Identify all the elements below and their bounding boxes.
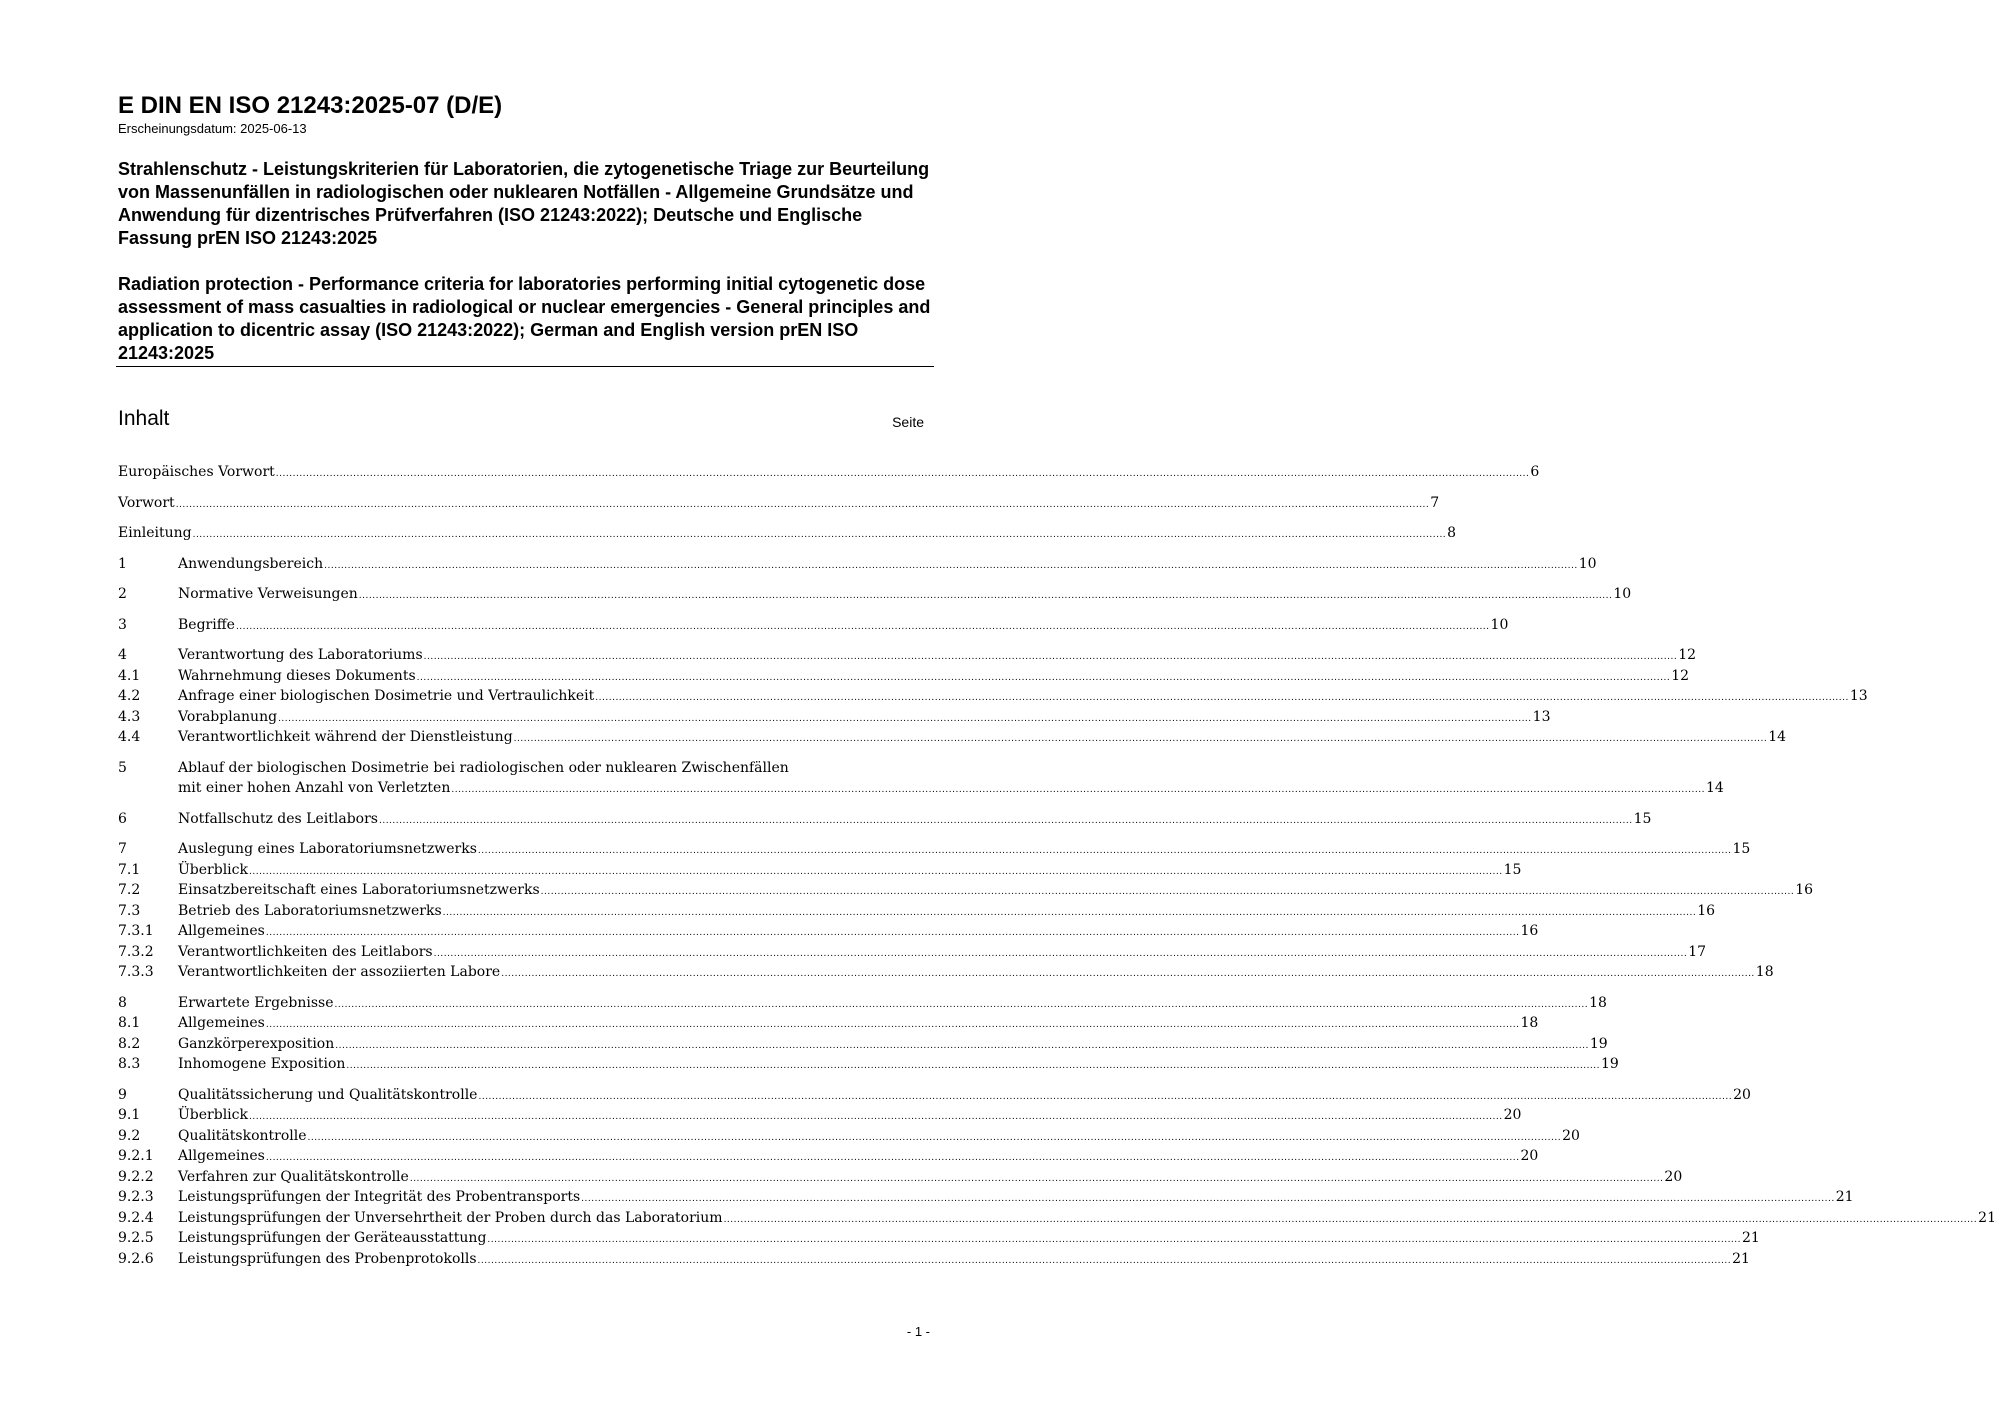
toc-entry-title: Verantwortlichkeiten des Leitlabors bbox=[178, 943, 433, 960]
toc-leader-dots bbox=[266, 1013, 1520, 1036]
toc-entry-page: 18 bbox=[1589, 994, 1607, 1011]
toc-entry-number: 9.2.1 bbox=[118, 1148, 154, 1164]
toc-leader-dots bbox=[335, 1034, 1589, 1057]
toc-leader-dots bbox=[278, 707, 1532, 730]
toc-entry[interactable] bbox=[118, 645, 1697, 666]
toc-leader-dots bbox=[249, 1105, 1503, 1128]
toc-entry[interactable] bbox=[118, 1187, 1854, 1208]
toc-entry[interactable] bbox=[118, 1126, 1580, 1147]
toc-entry-number: 7.3.2 bbox=[118, 943, 154, 960]
toc-leader-dots bbox=[487, 1228, 1741, 1251]
toc-leader-dots bbox=[541, 880, 1795, 903]
toc-entry[interactable] bbox=[118, 707, 1551, 728]
toc-leader-dots bbox=[443, 901, 1697, 924]
title-english: Radiation protection - Performance criteria for laboratories performing initial cytogenetic dose assessment of mass casualties in radiological or nuclear emergencies - General principles and application to dicentric assay (ISO 21243:2022); German and English version prEN ISO 21243:2025 bbox=[118, 274, 931, 363]
toc-entry-page: 20 bbox=[1503, 1107, 1522, 1123]
toc-leader-dots bbox=[249, 860, 1503, 883]
toc-leader-dots bbox=[434, 942, 1688, 965]
toc-entry-page: 19 bbox=[1589, 1035, 1608, 1052]
toc-entry[interactable] bbox=[118, 962, 1774, 983]
toc-entry[interactable] bbox=[118, 921, 1539, 942]
toc-leader-dots bbox=[451, 778, 1705, 801]
toc-entry-title: Einleitung bbox=[118, 525, 192, 541]
toc-entry[interactable] bbox=[118, 1208, 1996, 1229]
toc-entry-page: 21 bbox=[1978, 1209, 1996, 1226]
toc-leader-dots bbox=[236, 615, 1490, 638]
toc-entry[interactable] bbox=[118, 1013, 1539, 1034]
toc-entry-title: Anwendungsbereich bbox=[178, 555, 324, 572]
toc-leader-dots bbox=[266, 1146, 1520, 1169]
toc-entry[interactable] bbox=[118, 523, 1457, 544]
toc-entry-title: Qualitätskontrolle bbox=[178, 1127, 307, 1144]
toc-entry-title: Leistungsprüfungen des Probenprotokolls bbox=[178, 1250, 477, 1267]
toc-entry-title: Leistungsprüfungen der Geräteausstattung bbox=[178, 1230, 487, 1246]
title-german: Strahlenschutz - Leistungskriterien für Laboratorien, die zytogenetische Triage zur Beurteilung von Massenunfällen in radiologischen oder nuklearen Notfällen - Allgemeine Grundsätze und Anwendung für dizentrisches Prüfverfahren (ISO 21243:2022); Deutsche und Englische Fassung prEN ISO 21243:2025 bbox=[118, 159, 930, 248]
toc-entry-page: 13 bbox=[1532, 708, 1551, 725]
toc-entry-number: 4.2 bbox=[118, 688, 141, 704]
toc-entry[interactable] bbox=[118, 1054, 1619, 1075]
toc-entry-number: 3 bbox=[118, 616, 127, 633]
toc-leader-dots bbox=[266, 921, 1520, 944]
toc-entry-page: 19 bbox=[1601, 1056, 1619, 1072]
toc-entry[interactable] bbox=[118, 758, 1724, 799]
toc-entry[interactable] bbox=[118, 880, 1814, 901]
toc-entry-page: 15 bbox=[1732, 841, 1751, 857]
toc-entry-page: 16 bbox=[1795, 882, 1814, 898]
toc-leader-dots bbox=[417, 666, 1671, 689]
toc-entry-page: 18 bbox=[1755, 964, 1774, 980]
toc-entry[interactable] bbox=[118, 686, 1868, 707]
toc-entry[interactable] bbox=[118, 1249, 1750, 1270]
toc-leader-dots bbox=[501, 962, 1755, 985]
toc-entry-title: Vorabplanung bbox=[178, 708, 278, 725]
toc-entry-page: 17 bbox=[1688, 943, 1707, 960]
toc-entry-title: Verantwortung des Laboratoriums bbox=[178, 647, 423, 663]
toc-entry[interactable] bbox=[118, 1085, 1751, 1106]
toc-entry-page: 20 bbox=[1664, 1168, 1683, 1185]
toc-entry[interactable] bbox=[118, 860, 1522, 881]
toc-entry-page: 20 bbox=[1562, 1127, 1580, 1144]
toc-entry[interactable] bbox=[118, 1228, 1760, 1249]
toc-entry-number: 4 bbox=[118, 647, 127, 663]
toc-leader-dots bbox=[724, 1208, 1978, 1231]
toc-entry-page: 20 bbox=[1733, 1086, 1751, 1103]
toc-leader-dots bbox=[308, 1126, 1562, 1149]
toc-entry-title: Vorwort bbox=[118, 494, 175, 511]
toc-entry-page: 6 bbox=[1530, 464, 1540, 480]
toc-entry-number: 7.3.3 bbox=[118, 964, 154, 980]
toc-entry-number: 6 bbox=[118, 810, 127, 827]
toc-entry-page: 13 bbox=[1849, 688, 1868, 704]
toc-entry-title: Anfrage einer biologischen Dosimetrie und Vertraulichkeit bbox=[178, 688, 595, 704]
toc-entry-number: 8.3 bbox=[118, 1056, 141, 1072]
toc-entry-page: 10 bbox=[1613, 586, 1632, 602]
toc-leader-dots bbox=[176, 493, 1430, 516]
toc-entry-title: Leistungsprüfungen der Integrität des Probentransports bbox=[178, 1189, 581, 1205]
toc-entry-title: Leistungsprüfungen der Unversehrtheit der Proben durch das Laboratorium bbox=[178, 1209, 723, 1226]
toc-entry-title: Inhomogene Exposition bbox=[178, 1056, 346, 1072]
toc-heading: Inhalt bbox=[118, 407, 170, 430]
toc-entry[interactable] bbox=[118, 1034, 1608, 1055]
toc-entry-page: 20 bbox=[1520, 1148, 1539, 1164]
toc-leader-dots bbox=[478, 839, 1732, 862]
toc-entry-title: Normative Verweisungen bbox=[178, 586, 358, 602]
toc-entry-number: 7 bbox=[118, 841, 127, 857]
toc-entry[interactable] bbox=[118, 554, 1597, 575]
toc-entry[interactable] bbox=[118, 1167, 1683, 1188]
toc-entry-number: 4.1 bbox=[118, 667, 141, 684]
toc-entry-page: 15 bbox=[1633, 810, 1652, 827]
toc-entry-title: Einsatzbereitschaft eines Laboratoriumsnetzwerks bbox=[178, 882, 540, 898]
toc-entry-number: 4.3 bbox=[118, 708, 141, 725]
toc-entry-number: 7.3.1 bbox=[118, 923, 154, 939]
toc-entry-page: 15 bbox=[1503, 861, 1522, 878]
toc-entry-page: 14 bbox=[1768, 729, 1787, 745]
toc-leader-dots bbox=[346, 1054, 1600, 1077]
toc-leader-dots bbox=[514, 727, 1768, 750]
toc-entry-page: 21 bbox=[1742, 1230, 1760, 1246]
toc-entry[interactable] bbox=[118, 839, 1751, 860]
toc-entry-title: Wahrnehmung dieses Dokuments bbox=[178, 667, 416, 684]
toc-entry[interactable] bbox=[118, 993, 1607, 1014]
toc-entry-number: 7.3 bbox=[118, 902, 141, 919]
toc-entry-page: 12 bbox=[1678, 647, 1697, 663]
toc-entry-title: Betrieb des Laboratoriumsnetzwerks bbox=[178, 902, 442, 919]
toc-entry-page: 7 bbox=[1430, 494, 1440, 511]
toc-entry-page: 18 bbox=[1520, 1015, 1539, 1031]
toc-entry-title: Notfallschutz des Leitlabors bbox=[178, 810, 378, 827]
toc-entry-page: 21 bbox=[1732, 1250, 1750, 1267]
toc-entry-number: 7.1 bbox=[118, 861, 141, 878]
toc-entry-number: 4.4 bbox=[118, 729, 141, 745]
toc-entry-page: 16 bbox=[1697, 902, 1716, 919]
toc-leader-dots bbox=[193, 523, 1447, 546]
page-number: - 1 - bbox=[906, 1324, 930, 1339]
toc-entry-number: 8 bbox=[118, 994, 127, 1011]
toc-entry-number: 9.2.3 bbox=[118, 1189, 154, 1205]
toc-entry-page: 10 bbox=[1578, 555, 1597, 572]
document-header bbox=[118, 92, 934, 138]
toc-entry[interactable] bbox=[118, 615, 1509, 636]
toc-entry-number: 8.2 bbox=[118, 1035, 141, 1052]
toc-entry-title-continued: mit einer hohen Anzahl von Verletzten bbox=[178, 780, 451, 796]
toc-entry-title: Allgemeines bbox=[178, 1015, 265, 1031]
toc-entry-title: Überblick bbox=[178, 1107, 248, 1123]
toc-leader-dots bbox=[581, 1187, 1835, 1210]
toc-leader-dots bbox=[334, 993, 1588, 1016]
toc-leader-dots bbox=[379, 809, 1633, 832]
toc-entry-title: Begriffe bbox=[178, 616, 235, 633]
toc-entry-page: 10 bbox=[1490, 616, 1509, 633]
toc-entry-title: Verantwortlichkeiten der assoziierten Labore bbox=[178, 964, 501, 980]
toc-entry-title: Verfahren zur Qualitätskontrolle bbox=[178, 1168, 409, 1185]
table-of-contents bbox=[118, 462, 1996, 1269]
toc-entry-number: 9.2.6 bbox=[118, 1250, 154, 1267]
toc-leader-dots bbox=[424, 645, 1678, 668]
toc-entry-title: Überblick bbox=[178, 861, 248, 878]
toc-leader-dots bbox=[359, 584, 1613, 607]
title-divider bbox=[116, 366, 934, 367]
document-id: E DIN EN ISO 21243:2025-07 (D/E) bbox=[118, 92, 503, 119]
toc-entry-title: Auslegung eines Laboratoriumsnetzwerks bbox=[178, 841, 477, 857]
toc-leader-dots bbox=[324, 554, 1578, 577]
toc-entry-number: 8.1 bbox=[118, 1015, 141, 1031]
toc-entry-title: Erwartete Ergebnisse bbox=[178, 994, 334, 1011]
toc-entry[interactable] bbox=[118, 1146, 1539, 1167]
toc-entry-number: 9.2.4 bbox=[118, 1209, 154, 1226]
toc-entry-number: 9 bbox=[118, 1086, 127, 1103]
toc-entry-number: 9.1 bbox=[118, 1107, 141, 1123]
toc-entry-page: 12 bbox=[1671, 667, 1690, 684]
toc-page-label: Seite bbox=[892, 414, 924, 430]
toc-entry[interactable] bbox=[118, 942, 1707, 963]
toc-entry-page: 21 bbox=[1835, 1189, 1854, 1205]
toc-leader-dots bbox=[276, 462, 1530, 485]
toc-entry-number: 1 bbox=[118, 555, 127, 572]
toc-entry-number: 5 bbox=[118, 759, 127, 776]
toc-leader-dots bbox=[595, 686, 1849, 709]
toc-entry-title: Ganzkörperexposition bbox=[178, 1035, 335, 1052]
toc-entry[interactable] bbox=[118, 1105, 1522, 1126]
toc-entry[interactable] bbox=[118, 462, 1540, 483]
toc-entry-number: 9.2.5 bbox=[118, 1230, 154, 1246]
toc-entry[interactable] bbox=[118, 901, 1716, 922]
toc-entry-title: Ablauf der biologischen Dosimetrie bei radiologischen oder nuklearen Zwischenfällen bbox=[178, 759, 789, 776]
toc-entry[interactable] bbox=[118, 584, 1632, 605]
toc-entry-title: Qualitätssicherung und Qualitätskontrolle bbox=[178, 1086, 478, 1103]
toc-entry-number: 7.2 bbox=[118, 882, 141, 898]
toc-entry[interactable] bbox=[118, 727, 1787, 748]
toc-leader-dots bbox=[410, 1167, 1664, 1190]
toc-entry-number: 9.2.2 bbox=[118, 1168, 154, 1185]
toc-entry-number: 9.2 bbox=[118, 1127, 141, 1144]
toc-leader-dots bbox=[478, 1085, 1732, 1108]
toc-entry-title: Allgemeines bbox=[178, 923, 265, 939]
toc-entry-title: Allgemeines bbox=[178, 1148, 265, 1164]
toc-entry-page: 16 bbox=[1520, 923, 1539, 939]
toc-entry-number: 2 bbox=[118, 586, 127, 602]
toc-entry-title: Europäisches Vorwort bbox=[118, 464, 275, 480]
toc-entry-page: 8 bbox=[1447, 525, 1457, 541]
toc-leader-dots bbox=[478, 1249, 1732, 1272]
toc-entry[interactable] bbox=[118, 493, 1440, 514]
toc-entry-title: Verantwortlichkeit während der Dienstleistung bbox=[178, 729, 513, 745]
toc-entry[interactable] bbox=[118, 666, 1690, 687]
toc-entry-page: 14 bbox=[1705, 780, 1724, 796]
toc-entry[interactable] bbox=[118, 809, 1652, 830]
publication-date: Erscheinungsdatum: 2025-06-13 bbox=[118, 121, 307, 136]
